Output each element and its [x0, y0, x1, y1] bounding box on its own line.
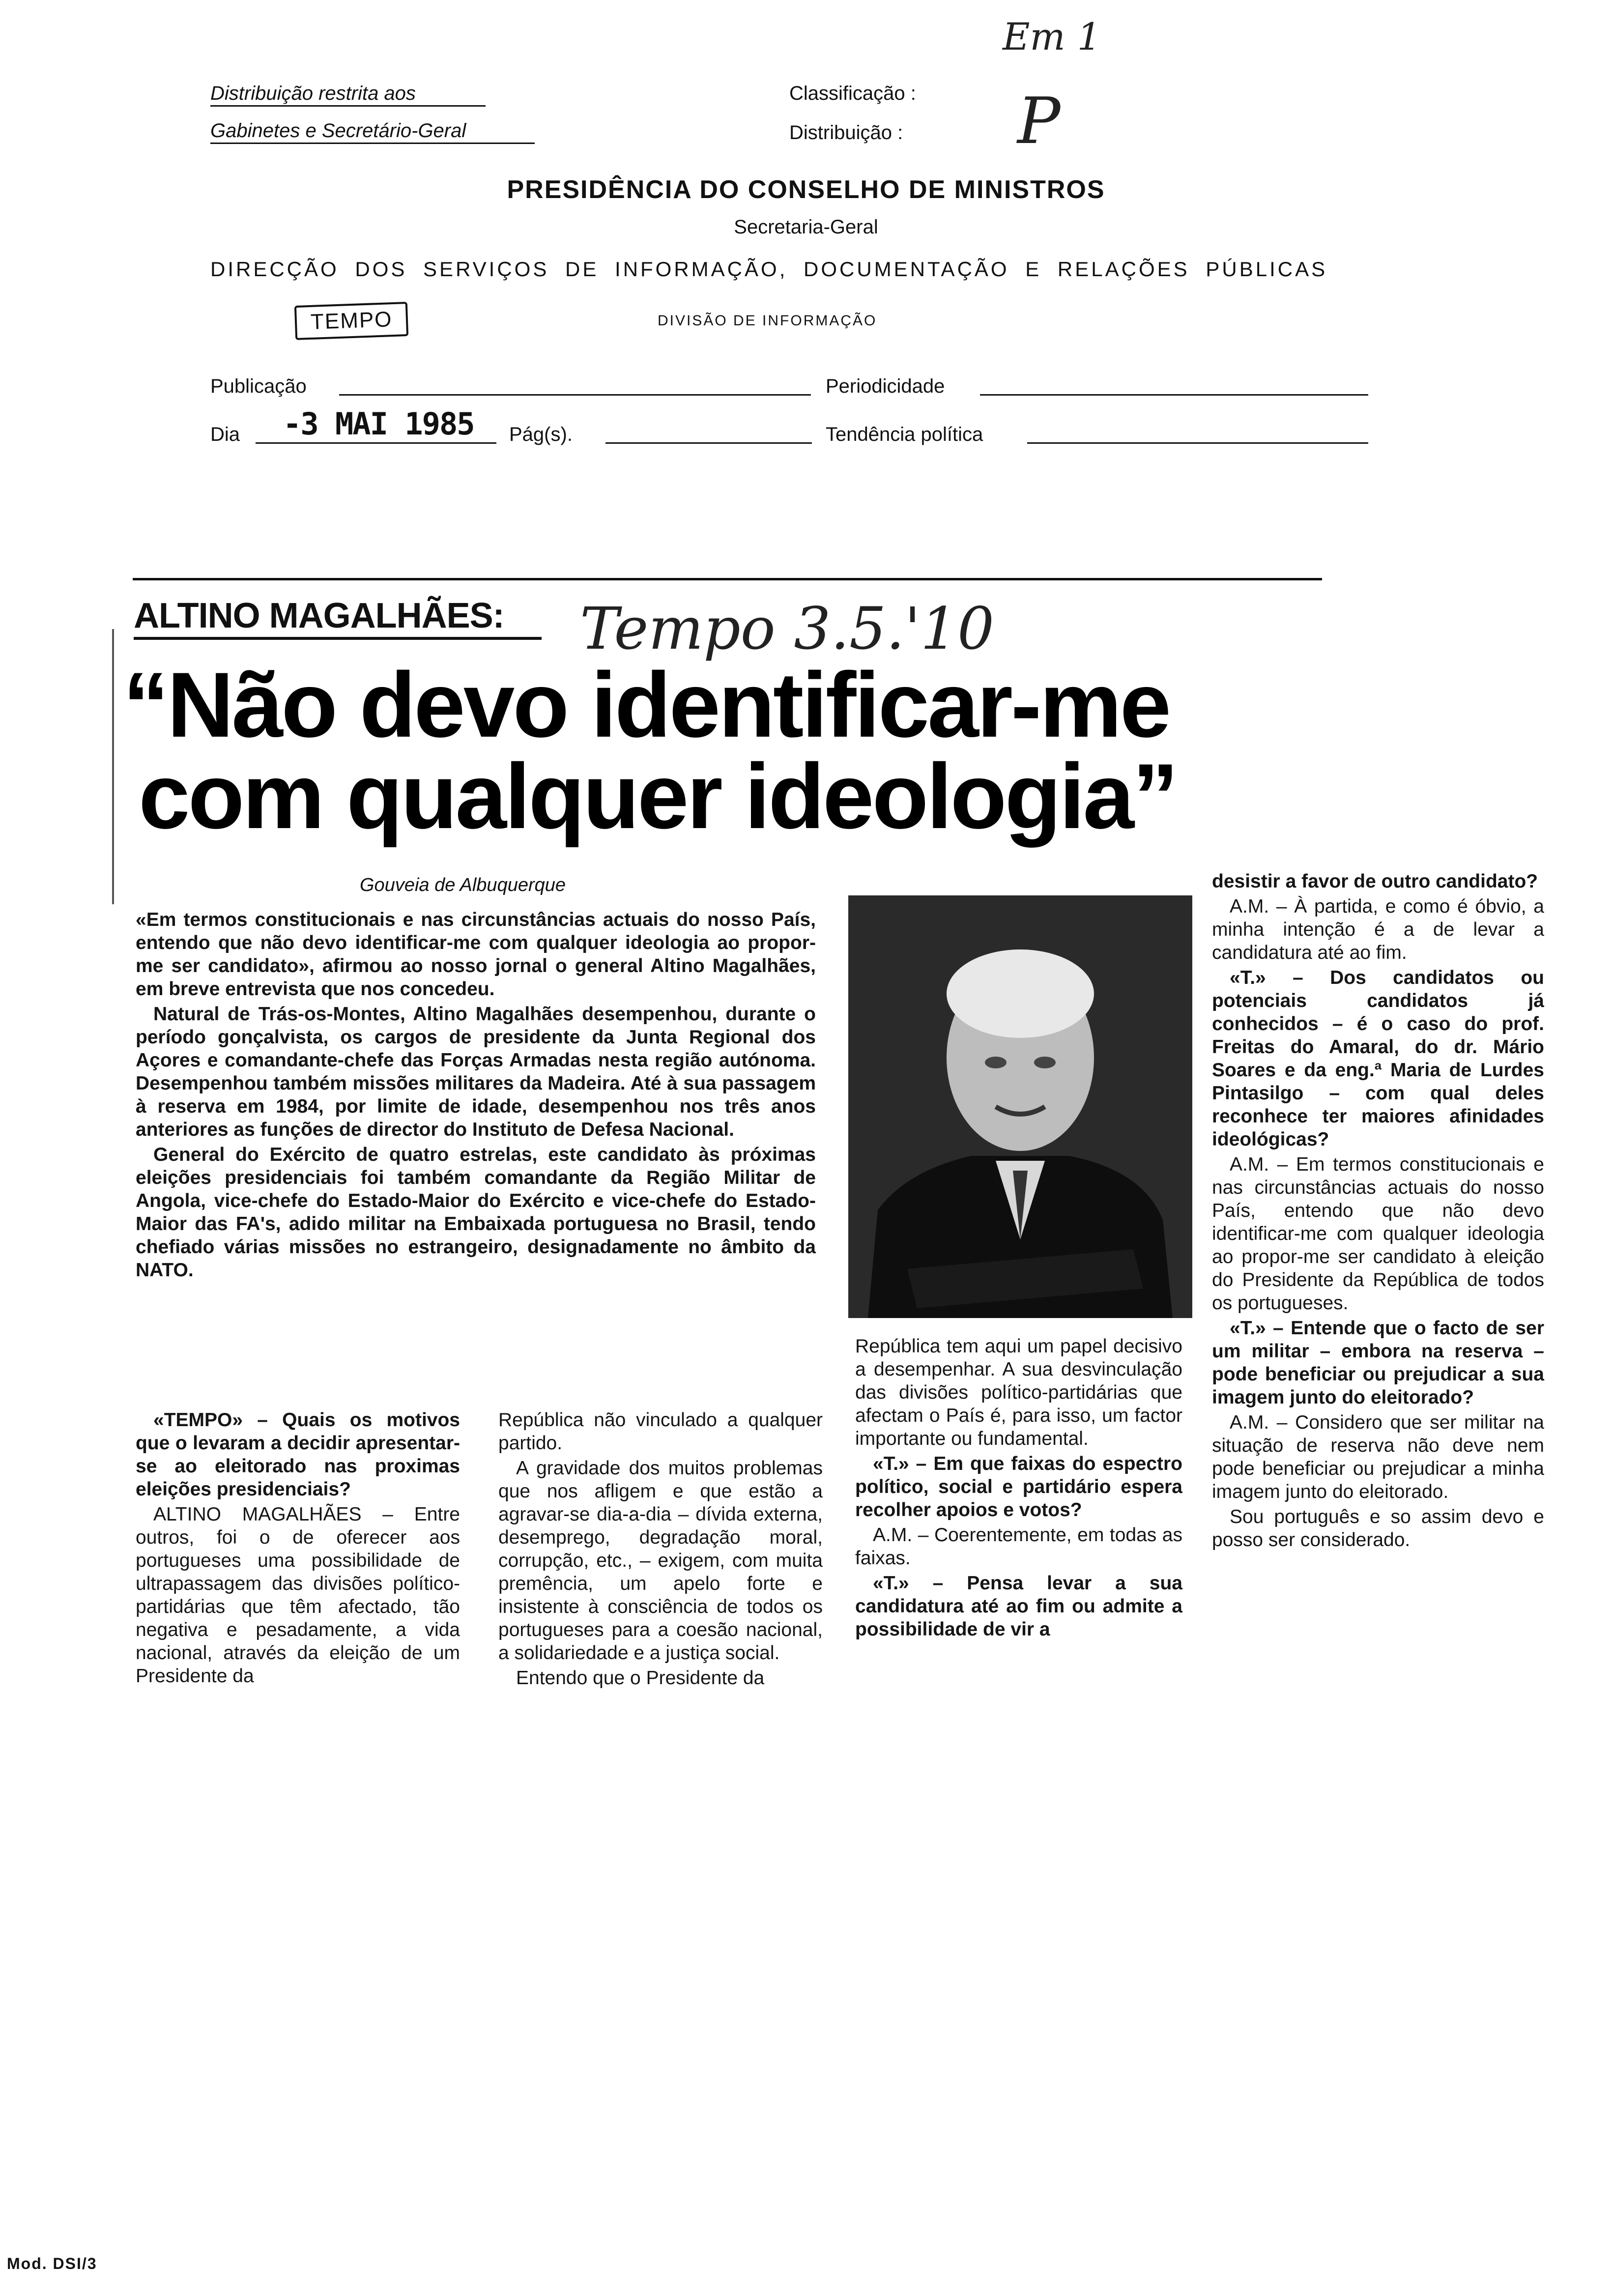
- article-column-1: [136, 1408, 460, 1690]
- tendency-label: Tendência política: [826, 424, 983, 445]
- interview-question: desistir a favor de outro candidato?: [1212, 871, 1538, 892]
- candidate-photo: [848, 895, 1192, 1318]
- clipping-left-rule: [112, 629, 114, 904]
- interview-answer: A.M. – À partida, e como é óbvio, a minha intenção é a de levar a candidatura até ao fim.: [1212, 896, 1544, 963]
- kicker-underline: [134, 637, 542, 640]
- handwritten-top-note: Em 1: [1003, 15, 1101, 58]
- distribution-restriction-line1: Distribuição restrita aos: [210, 83, 416, 104]
- interview-question: «TEMPO» – Quais os motivos que o levaram a decidir apresentar-se ao eleitorado nas proximas eleições presidenciais?: [136, 1409, 460, 1500]
- article-headline-line1: “Não devo identificar-me: [123, 653, 1170, 756]
- org-subtitle: Secretaria-Geral: [734, 216, 878, 238]
- article-column-3: [855, 1335, 1182, 1643]
- article-intro: [136, 908, 816, 1284]
- distribution-restriction-line2: Gabinetes e Secretário-Geral: [210, 120, 466, 142]
- article-column-4: [1212, 870, 1544, 1553]
- intro-paragraph: «Em termos constitucionais e nas circunstâncias actuais do nosso País, entendo que não devo identificar-me com qualquer ideologia ao propor-me ser candidato», afirmou ao nosso jornal o general Altino Magalhães, em breve entrevista que nos concedeu.: [136, 909, 816, 1000]
- form-code: Mod. DSI/3: [7, 2255, 97, 2272]
- periodicity-field-line: [980, 394, 1368, 396]
- direction-title: DIRECÇÃO DOS SERVIÇOS DE INFORMAÇÃO, DOCUMENTAÇÃO E RELAÇÕES PÚBLICAS: [210, 258, 1328, 281]
- clipping-top-rule: [133, 578, 1322, 580]
- intro-paragraph: Natural de Trás-os-Montes, Altino Magalhães desempenhou, durante o período gonçalvista, os cargos de presidente da Junta Regional dos Açores e comandante-chefe das Forças Armadas nesta região autónoma. Desempenhou também missões militares da Madeira. Até à sua passagem à reserva em 1984, por limite de idade, desempenhou nos três anos anteriores as funções de director do Instituto de Defesa Nacional.: [136, 1004, 816, 1140]
- interview-answer: ALTINO MAGALHÃES – Entre outros, foi o de oferecer aos portugueses uma possibilidade de ultrapassagem das divisões político-partidárias que têm afectado, tão negativa e pesadamente, a vida nacional, através da eleição de um Presidente da: [136, 1504, 460, 1687]
- handwritten-clipping-note: Tempo 3.5.'10: [580, 595, 995, 662]
- portrait-illustration: [848, 895, 1192, 1318]
- interview-answer: A.M. – Considero que ser militar na situação de reserva não deve nem pode beneficiar ou prejudicar a minha imagem junto do eleitorado.: [1212, 1412, 1544, 1502]
- publication-label: Publicação: [210, 375, 307, 397]
- interview-question: «T.» – Dos candidatos ou potenciais candidatos já conhecidos – é o caso do prof. Freitas do Amaral, do dr. Mário Soares e da eng.ª Maria de Lurdes Pintasilgo – com qual deles reconhece ter maiores afinidades ideológicas?: [1212, 967, 1544, 1150]
- tendency-field-line: [1027, 442, 1368, 444]
- article-byline: Gouveia de Albuquerque: [360, 875, 566, 895]
- interview-answer: Sou português e so assim devo e posso ser considerado.: [1212, 1506, 1544, 1550]
- interview-answer: República tem aqui um papel decisivo a desempenhar. A sua desvinculação das divisões político-partidárias que afectam o País é, para isso, um factor importante ou fundamental.: [855, 1336, 1182, 1449]
- interview-question: «T.» – Entende que o facto de ser um militar – embora na reserva – pode beneficiar ou prejudicar a sua imagem junto do eleitorado?: [1212, 1318, 1544, 1408]
- article-headline-line2: com qualquer ideologia”: [139, 745, 1177, 848]
- classification-label: Classificação :: [789, 83, 916, 104]
- distribution-underline-1: [210, 105, 486, 107]
- intro-paragraph: General do Exército de quatro estrelas, este candidato às próximas eleições presidenciais foi também comandante da Região Militar de Angola, vice-chefe do Estado-Maior do Exército e vice-chefe do Estado-Maior das FA's, adido militar na Embaixada portuguesa no Brasil, tendo chefiado várias missões no estrangeiro, designadamente no âmbito da NATO.: [136, 1144, 816, 1281]
- periodicity-label: Periodicidade: [826, 375, 945, 397]
- article-column-2: [498, 1408, 823, 1692]
- division-label: DIVISÃO DE INFORMAÇÃO: [658, 313, 877, 329]
- answer-paragraph: República não vinculado a qualquer partido.: [498, 1409, 823, 1454]
- interview-question: «T.» – Pensa levar a sua candidatura até ao fim ou admite a possibilidade de vir a: [855, 1573, 1182, 1640]
- answer-paragraph: A gravidade dos muitos problemas que nos afligem e que estão a agravar-se dia-a-dia – dívida externa, desemprego, degradação moral, corrupção, etc., – exigem, com muita premência, um apelo forte e insistente à consciência de todos os portugueses para a coesão nacional, a solidariedade e a justiça social.: [498, 1458, 823, 1664]
- interview-answer: A.M. – Em termos constitucionais e nas circunstâncias actuais do nosso País, entendo que não devo identificar-me com qualquer ideologia ao propor-me ser candidato à eleição do Presidente da República de todos os portugueses.: [1212, 1154, 1544, 1314]
- answer-paragraph: Entendo que o Presidente da: [516, 1667, 765, 1689]
- distribution-underline-2: [210, 143, 535, 144]
- pages-field-line: [605, 442, 812, 444]
- publication-field-line: [339, 394, 811, 396]
- day-label: Dia: [210, 424, 240, 445]
- pages-label: Pág(s).: [509, 424, 573, 445]
- handwritten-distribution-mark: P: [1017, 84, 1061, 158]
- day-date-stamp: -3 MAI 1985: [283, 406, 474, 442]
- org-title: PRESIDÊNCIA DO CONSELHO DE MINISTROS: [507, 175, 1105, 204]
- interview-question: «T.» – Em que faixas do espectro político, social e partidário espera recolher apoios e votos?: [855, 1453, 1182, 1521]
- article-kicker: ALTINO MAGALHÃES:: [134, 596, 504, 635]
- publication-stamp: TEMPO: [294, 302, 409, 340]
- distribution-label: Distribuição :: [789, 122, 903, 144]
- interview-answer: A.M. – Coerentemente, em todas as faixas.: [855, 1524, 1182, 1569]
- day-field-line: [256, 442, 496, 444]
